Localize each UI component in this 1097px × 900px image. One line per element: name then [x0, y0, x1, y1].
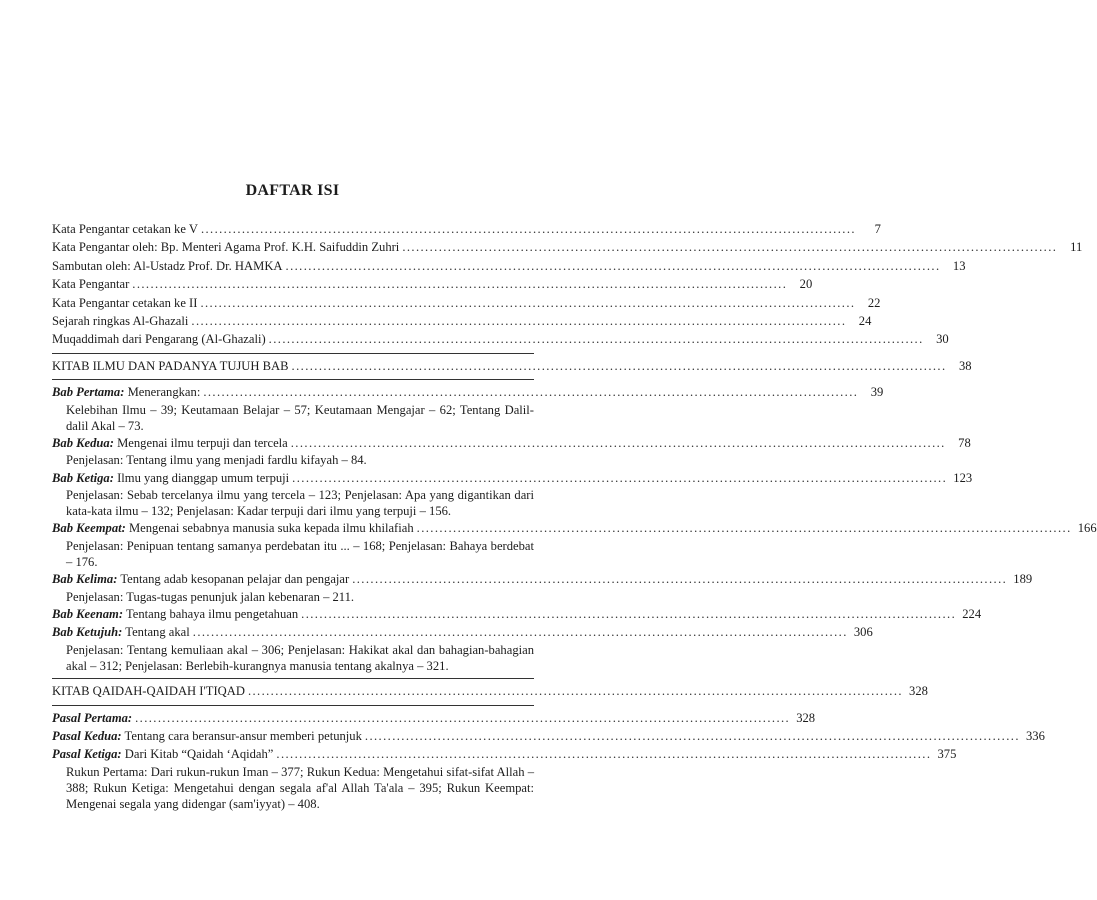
toc-entry[interactable] — [52, 330, 949, 348]
toc-entry-label: Kata Pengantar oleh: Bp. Menteri Agama Prof. K.H. Saifuddin Zuhri — [52, 240, 400, 255]
toc-page-number: 328 — [796, 710, 816, 725]
dot-leader: ................................................................................................................................................ — [352, 572, 1008, 587]
chapter-name: Pasal Pertama: — [52, 710, 133, 725]
chapter-description: Rukun Pertama: Dari rukun-rukun Iman – 377; Rukun Kedua: Mengetahui sifat-sifat Allah – 388; Rukun Ketiga: Mengetahui dengan segala af'al Allah Ta'ala – 395; Rukun Keempat: Mengenai segala yang didengar (sam'iyyat) – 408. — [66, 764, 534, 812]
dot-leader: ................................................................................................................................................ — [364, 728, 1020, 743]
chapter-name: Bab Kelima: — [52, 572, 118, 587]
chapter-description: Penjelasan: Sebab tercelanya ilmu yang tercela – 123; Penjelasan: Apa yang digantikan dari kata-kata ilmu – 132; Penjelasan: Kadar terpuji dari ilmu yang terpuji – 156. — [66, 488, 534, 519]
dot-leader: ................................................................................................................................................ — [285, 258, 941, 273]
toc-entry[interactable] — [52, 220, 881, 238]
chapter-title: Dari Kitab “Qaidah ‘Aqidah” — [124, 747, 274, 762]
chapter-title: Tentang akal — [125, 625, 190, 640]
chapter-name: Bab Ketujuh: — [52, 625, 123, 640]
toc-entry[interactable] — [52, 294, 881, 312]
toc-page-number: 189 — [1013, 572, 1033, 587]
chapter-name: Bab Keenam: — [52, 606, 124, 621]
chapter-description: Penjelasan: Penipuan tentang samanya perdebatan itu ... – 168; Penjelasan: Bahaya berdebat – 176. — [66, 538, 534, 570]
toc-page-number: 166 — [1077, 521, 1097, 536]
toc-page-number: 328 — [909, 684, 928, 699]
chapter-name: Pasal Kedua: — [52, 728, 122, 743]
chapter-title: Tentang cara beransur-ansur memberi petunjuk — [124, 728, 362, 743]
chapter-description: Penjelasan: Tugas-tugas penunjuk jalan kebenaran – 211. — [66, 589, 355, 604]
toc-chapter-entry[interactable] — [52, 623, 873, 641]
toc-chapter-entry[interactable] — [52, 434, 971, 452]
dot-leader: ................................................................................................................................................ — [268, 332, 924, 347]
toc-page-number: 123 — [953, 470, 973, 485]
dot-leader: ................................................................................................................................................ — [416, 521, 1072, 536]
toc-chapter-entry[interactable] — [52, 469, 973, 487]
toc-section-heading[interactable] — [52, 357, 972, 375]
toc-entry[interactable] — [52, 238, 1083, 256]
dot-leader: ................................................................................................................................................ — [200, 295, 856, 310]
chapter-description: Penjelasan: Tentang kemuliaan akal – 306; Penjelasan: Hakikat akal dan bahagian-bahagian akal – 312; Penjelasan: Berlebih-kurangnya manusia tentang akalnya – 321. — [66, 642, 534, 673]
toc-page-number: 78 — [958, 436, 971, 451]
toc-page-number: 22 — [867, 295, 881, 310]
toc-page-number: 39 — [870, 385, 884, 400]
chapter-name: Bab Kedua: — [52, 436, 114, 451]
toc-page-number: 20 — [799, 277, 813, 292]
chapter-description: Penjelasan: Tentang ilmu yang menjadi fardlu kifayah – 84. — [66, 453, 367, 468]
divider — [52, 353, 534, 354]
toc-entry[interactable] — [52, 312, 872, 330]
chapter-title: Ilmu yang dianggap umum terpuji — [117, 470, 290, 485]
divider — [52, 379, 534, 380]
toc-chapter-entry[interactable] — [52, 709, 816, 727]
toc-chapter-entry[interactable] — [52, 519, 1097, 537]
chapter-name: Bab Ketiga: — [52, 470, 114, 485]
toc-page-number: 11 — [1070, 240, 1083, 255]
toc-entry-label: Sejarah ringkas Al-Ghazali — [52, 314, 189, 329]
toc-page-number: 336 — [1026, 728, 1045, 743]
dot-leader: ................................................................................................................................................ — [191, 314, 847, 329]
toc-chapter-entry[interactable] — [52, 570, 1033, 588]
dot-leader: ................................................................................................................................................ — [301, 606, 957, 621]
toc-page-number: 13 — [952, 258, 966, 273]
chapter-name: Bab Pertama: — [52, 385, 125, 400]
toc-page-number: 306 — [853, 625, 873, 640]
dot-leader: ................................................................................................................................................ — [292, 470, 948, 485]
dot-leader: ................................................................................................................................................ — [290, 436, 946, 451]
section-label: KITAB ILMU DAN PADANYA TUJUH BAB — [52, 358, 289, 373]
toc-entry-label: Kata Pengantar cetakan ke II — [52, 295, 198, 310]
toc-chapter-entry[interactable] — [52, 605, 982, 623]
dot-leader: ................................................................................................................................................ — [276, 747, 932, 762]
page-title: DAFTAR ISI — [245, 182, 340, 199]
chapter-title: Menerangkan: — [127, 385, 201, 400]
dot-leader: ................................................................................................................................................ — [132, 277, 788, 292]
chapter-title: Mengenai sebabnya manusia suka kepada ilmu khilafiah — [128, 521, 414, 536]
divider — [52, 705, 534, 706]
dot-leader: ................................................................................................................................................ — [247, 684, 903, 699]
toc-section-heading[interactable] — [52, 682, 928, 700]
toc-chapter-entry[interactable] — [52, 745, 957, 763]
toc-page-number: 224 — [962, 606, 982, 621]
toc-page-number: 24 — [858, 314, 872, 329]
dot-leader: ................................................................................................................................................ — [135, 710, 791, 725]
toc-page-number: 38 — [958, 358, 972, 373]
chapter-name: Pasal Ketiga: — [52, 747, 122, 762]
toc-entry-label: Muqaddimah dari Pengarang (Al-Ghazali) — [52, 332, 266, 347]
dot-leader: ................................................................................................................................................ — [192, 625, 848, 640]
toc-entry[interactable] — [52, 257, 966, 275]
dot-leader: ................................................................................................................................................ — [200, 222, 856, 236]
toc-page-number: 375 — [937, 747, 957, 762]
chapter-description: Kelebihan Ilmu – 39; Keutamaan Belajar – 57; Keutamaan Mengajar – 62; Tentang Dalil-dalil Akal – 73. — [66, 402, 534, 433]
toc-page-number: 30 — [936, 332, 949, 347]
chapter-title: Mengenai ilmu terpuji dan tercela — [117, 436, 288, 451]
toc-entry-label: Kata Pengantar — [52, 277, 130, 292]
toc-chapter-entry[interactable] — [52, 727, 1045, 745]
dot-leader: ................................................................................................................................................ — [291, 358, 947, 373]
chapter-name: Bab Keempat: — [52, 521, 126, 536]
toc-page-number: 7 — [874, 222, 881, 236]
chapter-title: Tentang bahaya ilmu pengetahuan — [125, 606, 299, 621]
toc-entry-label: Kata Pengantar cetakan ke V — [52, 222, 198, 236]
dot-leader: ................................................................................................................................................ — [402, 240, 1058, 255]
divider — [52, 678, 534, 679]
table-of-contents — [52, 220, 1097, 812]
toc-entry-label: Sambutan oleh: Al-Ustadz Prof. Dr. HAMKA — [52, 258, 283, 273]
section-label: KITAB QAIDAH-QAIDAH I'TIQAD — [52, 684, 245, 699]
chapter-title: Tentang adab kesopanan pelajar dan pengajar — [120, 572, 350, 587]
toc-entry[interactable] — [52, 275, 813, 293]
dot-leader: ................................................................................................................................................ — [203, 385, 859, 400]
toc-chapter-entry[interactable] — [52, 383, 884, 401]
